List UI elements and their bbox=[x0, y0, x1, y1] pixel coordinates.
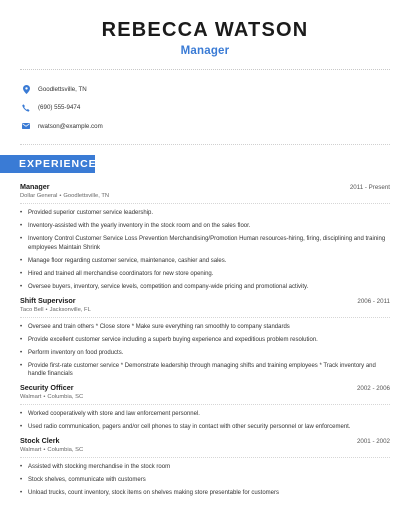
job-title: Shift Supervisor bbox=[20, 295, 76, 305]
list-item bbox=[20, 410, 390, 419]
bullet-icon: • bbox=[20, 411, 23, 417]
bullet-icon: • bbox=[20, 236, 23, 242]
bullet-icon: • bbox=[20, 464, 23, 470]
separator-dot: • bbox=[43, 394, 46, 400]
bullet-text: Used radio communication, pagers and/or cell phones to stay in contact with other security personnel or law enforcement. bbox=[28, 424, 351, 430]
section-title-experience: EXPERIENCE bbox=[0, 155, 95, 173]
list-item bbox=[20, 489, 390, 498]
bullet-icon: • bbox=[20, 283, 23, 290]
bullet-icon: • bbox=[20, 477, 23, 483]
contact-phone-text: (690) 555-9474 bbox=[38, 104, 81, 111]
bullet-icon: • bbox=[20, 362, 23, 369]
job-bullets bbox=[20, 463, 390, 498]
job-divider bbox=[20, 404, 390, 405]
job-title: Security Officer bbox=[20, 383, 74, 392]
job-dates: 2001 - 2002 bbox=[356, 438, 390, 445]
bullet-icon: • bbox=[20, 210, 23, 216]
list-item bbox=[20, 257, 390, 266]
contact-email-text: rwatson@example.com bbox=[38, 122, 103, 130]
contact-location bbox=[22, 80, 410, 98]
job-divider bbox=[20, 457, 390, 458]
job-title: Stock Clerk bbox=[20, 436, 60, 445]
job-company bbox=[20, 394, 390, 400]
job-entry bbox=[20, 296, 390, 379]
job-company bbox=[20, 447, 390, 453]
job-location: Jacksonville, FL bbox=[49, 306, 91, 313]
location-pin-icon bbox=[22, 85, 30, 93]
list-item bbox=[20, 270, 390, 279]
separator-dot: • bbox=[43, 447, 46, 453]
job-company-name: Dollar General bbox=[20, 193, 58, 199]
candidate-name: REBECCA WATSON bbox=[101, 19, 309, 41]
list-item bbox=[20, 235, 390, 252]
bullet-text: Worked cooperatively with store and law enforcement personnel. bbox=[28, 411, 200, 417]
list-item bbox=[20, 209, 390, 218]
bullet-text: Provide first-rate customer service * Demonstrate leadership through managing shifts and training employees * Track inventory and handle financials bbox=[28, 362, 376, 377]
job-company bbox=[20, 307, 390, 313]
list-item bbox=[20, 463, 390, 472]
separator-dot: • bbox=[45, 306, 48, 313]
job-dates: 2011 - Present bbox=[349, 184, 390, 191]
bullet-icon: • bbox=[20, 336, 23, 343]
bullet-icon: • bbox=[20, 223, 23, 229]
list-item bbox=[20, 283, 390, 292]
bullet-text: Unload trucks, count inventory, stock items on shelves making store presentable for customers bbox=[28, 490, 280, 496]
job-entry bbox=[20, 182, 390, 291]
job-company-name: Taco Bell bbox=[20, 306, 44, 313]
candidate-role: Manager bbox=[180, 45, 230, 57]
bullet-text: Provided superior customer service leadership. bbox=[28, 210, 154, 216]
bullet-text: Oversee buyers, inventory, service levels, competition and company-wide pricing and promotional activity. bbox=[28, 283, 309, 290]
contact-divider bbox=[20, 144, 390, 145]
job-company-name: Walmart bbox=[20, 394, 42, 400]
bullet-icon: • bbox=[20, 323, 23, 330]
job-location: Columbia, SC bbox=[47, 394, 84, 400]
email-icon bbox=[22, 122, 30, 130]
bullet-text: Hired and trained all merchandise coordinators for new store opening. bbox=[28, 270, 214, 277]
bullet-text: Oversee and train others * Close store * Make sure everything ran smoothly to company standards bbox=[28, 323, 290, 330]
bullet-text: Stock shelves, communicate with customers bbox=[28, 477, 146, 483]
job-location: Columbia, SC bbox=[47, 447, 84, 453]
contact-list bbox=[0, 70, 410, 135]
bullet-icon: • bbox=[20, 270, 23, 277]
experience-section-header bbox=[0, 155, 410, 173]
list-item bbox=[20, 362, 390, 379]
job-divider bbox=[20, 203, 390, 204]
job-dates: 2006 - 2011 bbox=[357, 297, 390, 305]
bullet-text: Perform inventory on food products. bbox=[28, 349, 124, 356]
bullet-text: Manage floor regarding customer service, maintenance, cashier and sales. bbox=[28, 257, 227, 264]
list-item bbox=[20, 349, 390, 358]
job-dates: 2002 - 2006 bbox=[356, 385, 390, 392]
bullet-icon: • bbox=[20, 490, 23, 496]
experience-list bbox=[0, 182, 410, 498]
job-company bbox=[20, 193, 390, 199]
bullet-icon: • bbox=[20, 349, 23, 356]
list-item bbox=[20, 336, 390, 345]
resume-header bbox=[0, 0, 410, 57]
list-item bbox=[20, 476, 390, 485]
job-entry bbox=[20, 383, 390, 432]
bullet-text: Provide excellent customer service including a superb buying experience and expeditious problem resolution. bbox=[28, 336, 318, 343]
job-bullets bbox=[20, 209, 390, 291]
contact-location-text: Goodlettsville, TN bbox=[38, 85, 87, 93]
list-item bbox=[20, 323, 390, 332]
job-divider bbox=[20, 317, 390, 318]
job-title: Manager bbox=[20, 182, 50, 191]
bullet-icon: • bbox=[20, 257, 23, 264]
job-bullets bbox=[20, 323, 390, 379]
job-entry bbox=[20, 436, 390, 498]
phone-icon bbox=[22, 104, 30, 112]
bullet-text: Inventory-assisted with the yearly inventory in the stock room and on the sales floor. bbox=[28, 223, 251, 229]
bullet-text: Inventory Control Customer Service Loss Prevention Merchandising/Promotion Human resources-hiring, firing, disciplining and training employees Maintain Shrink bbox=[28, 236, 386, 251]
list-item bbox=[20, 222, 390, 231]
bullet-icon: • bbox=[20, 424, 23, 430]
job-location: Goodlettsville, TN bbox=[63, 193, 110, 199]
separator-dot: • bbox=[59, 193, 62, 199]
bullet-text: Assisted with stocking merchandise in the stock room bbox=[28, 464, 171, 470]
contact-email bbox=[22, 117, 410, 135]
contact-phone bbox=[22, 99, 410, 117]
list-item bbox=[20, 423, 390, 432]
job-bullets bbox=[20, 410, 390, 432]
job-company-name: Walmart bbox=[20, 447, 42, 453]
